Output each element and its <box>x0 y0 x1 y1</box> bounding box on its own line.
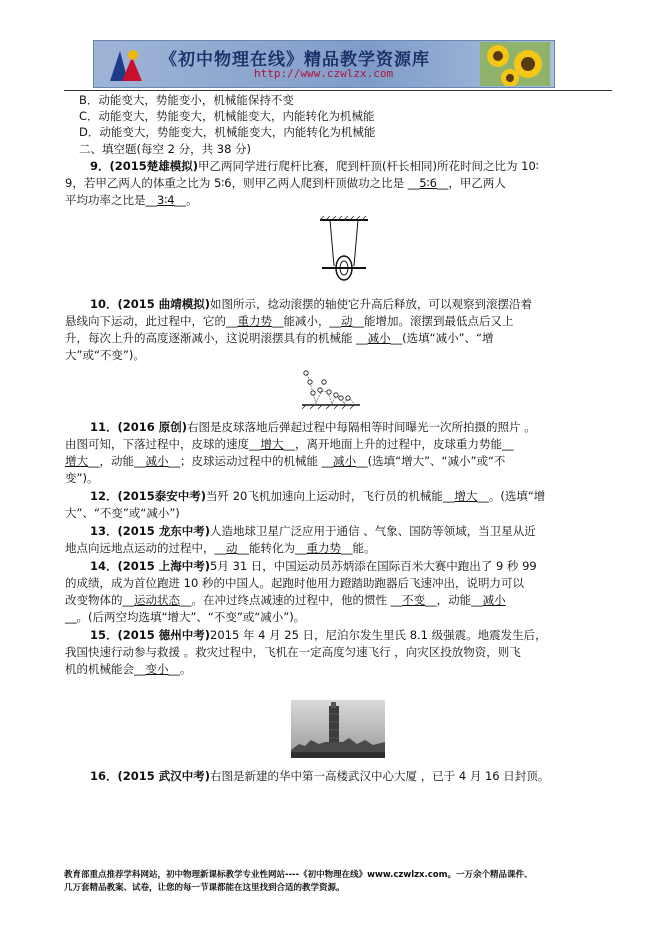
question-11-line-1: 11．(2016 原创)右图是皮球落地后弹起过程中每隔相等时间曝光一次所拍摄的照片 。 <box>90 420 536 434</box>
answer-14-2: 不变 <box>402 593 426 607</box>
question-13-line-2: 地点向远地点运动的过程中，__动__能转化为__重力势__能。 <box>65 541 376 555</box>
banner-title: 《初中物理在线》精品教学资源库 <box>160 50 430 70</box>
option-b: B．动能变大，势能变小，机械能保持不变 <box>79 93 294 107</box>
answer-11-1: 增大 <box>260 437 284 451</box>
question-14-line-4: __。(后两空均选填“增大”、“不变”或“减小”)。 <box>65 610 306 624</box>
question-11-line-2: 由图可知，下落过程中，皮球的速度__增大__，离开地面上升的过程中，皮球重力势能__ <box>65 437 514 451</box>
question-12-line-1: 12．(2015泰安中考)当歼 20飞机加速向上运动时，飞行员的机械能__增大__。(选填“增 <box>90 489 546 503</box>
question-14-line-3: 改变物体的__运动状态__。在冲过终点减速的过程中，他的惯性 __不变__，动能__减小 <box>65 593 506 607</box>
answer-14-3: 减小 <box>482 593 506 607</box>
question-11-line-4: 变”)。 <box>65 471 99 485</box>
question-15-line-3: 机的机械能会__变小__。 <box>65 662 192 676</box>
question-13-line-1: 13．(2015 龙东中考)人造地球卫星广泛应用于通信 、气象、国防等领域，当卫星从近 <box>90 524 536 538</box>
question-15-line-1: 15．(2015 德州中考)2015 年 4 月 25 日，尼泊尔发生里氏 8.1 级强震。地震发生后， <box>90 628 547 642</box>
footer-line-1: 教育部重点推荐学科网站，初中物理新课标教学专业性网站----《初中物理在线》www.czwlzx.com。一万余个精品课件、 <box>64 870 533 880</box>
question-10-line-3: 升，每次上升的高度逐渐减小，这说明滚摆具有的机械能 __减小__(选填“减小”、“增 <box>65 331 494 345</box>
question-10-line-4: 大”或“不变”)。 <box>65 348 145 362</box>
question-11-line-3: 增大__，动能__减小__；皮球运动过程中的机械能 __减小__(选填“增大”、“减小”或“不 <box>65 454 506 468</box>
question-9-line-3: 平均功率之比是__3∶4__。 <box>65 193 198 207</box>
site-logo-icon <box>106 47 146 83</box>
sunflower-image <box>480 42 550 86</box>
answer-13-1: 动 <box>226 541 238 555</box>
wuhan-center-tower-photo <box>291 700 385 758</box>
bouncing-ball-figure <box>298 368 364 410</box>
footer-line-2: 几万套精品教案、试卷，让您的每一节课都能在这里找到合适的教学资源。 <box>64 883 345 893</box>
question-14-line-1: 14．(2015 上海中考)5月 31 日，中国运动员苏炳添在国际百米大赛中跑出了 9 秒 99 <box>90 559 537 573</box>
answer-11-4: 减小 <box>333 454 357 468</box>
question-14-line-2: 的成绩，成为首位跑进 10 秒的中国人。起跑时他用力蹬踏助跑器后飞速冲出，说明力可以 <box>65 576 524 590</box>
answer-13-2: 重力势 <box>306 541 341 555</box>
question-10-line-1: 10．(2015 曲靖模拟)如图所示，捻动滚摆的轴使它升高后释放，可以观察到滚摆沿着 <box>90 297 533 311</box>
answer-10-3: 减小 <box>367 331 391 345</box>
banner-url[interactable]: http://www.czwlzx.com <box>254 67 394 80</box>
question-12-line-2: 大”、“不变”或“减小”) <box>65 506 180 520</box>
section-heading: 二、填空题(每空 2 分，共 38 分) <box>79 142 252 156</box>
header-rule <box>64 90 612 91</box>
answer-10-2: 动 <box>341 314 353 328</box>
answer-11-2: 增大 <box>65 454 88 468</box>
option-d: D．动能变大，势能变大，机械能变大，内能转化为机械能 <box>79 125 376 139</box>
question-9-line-1: 9．(2015楚雄模拟)甲乙两同学进行爬杆比赛，爬到杆顶(杆长相同)所花时间之比为 10∶ <box>90 159 539 173</box>
answer-12-1: 增大 <box>454 489 478 503</box>
answer-15-1: 变小 <box>145 662 169 676</box>
question-10-line-2: 悬线向下运动，此过程中，它的__重力势__能减小，__动__能增加。滚摆到最低点后又上 <box>65 314 514 328</box>
question-15-line-2: 我国快速行动参与救援 。救灾过程中，飞机在一定高度匀速飞行 ，向灾区投放物资，则飞 <box>65 645 521 659</box>
question-16-line-1: 16．(2015 武汉中考)右图是新建的华中第一高楼武汉中心大厦 ，已于 4 月 16 日封顶。 <box>90 769 550 783</box>
answer-14-1: 运动状态 <box>134 593 180 607</box>
option-c: C．动能变大，势能变大，机械能变大，内能转化为机械能 <box>79 109 375 123</box>
maxwell-pendulum-figure <box>316 216 372 282</box>
header-banner <box>93 40 555 88</box>
answer-9-1: 5∶6 <box>419 176 437 190</box>
answer-9-2: 3∶4 <box>157 193 175 207</box>
answer-11-3: 减小 <box>145 454 169 468</box>
answer-10-1: 重力势 <box>237 314 272 328</box>
question-9-line-2: 9，若甲乙两人的体重之比为 5∶6，则甲乙两人爬到杆顶做功之比是 __5∶6__，甲乙两人 <box>65 176 506 190</box>
